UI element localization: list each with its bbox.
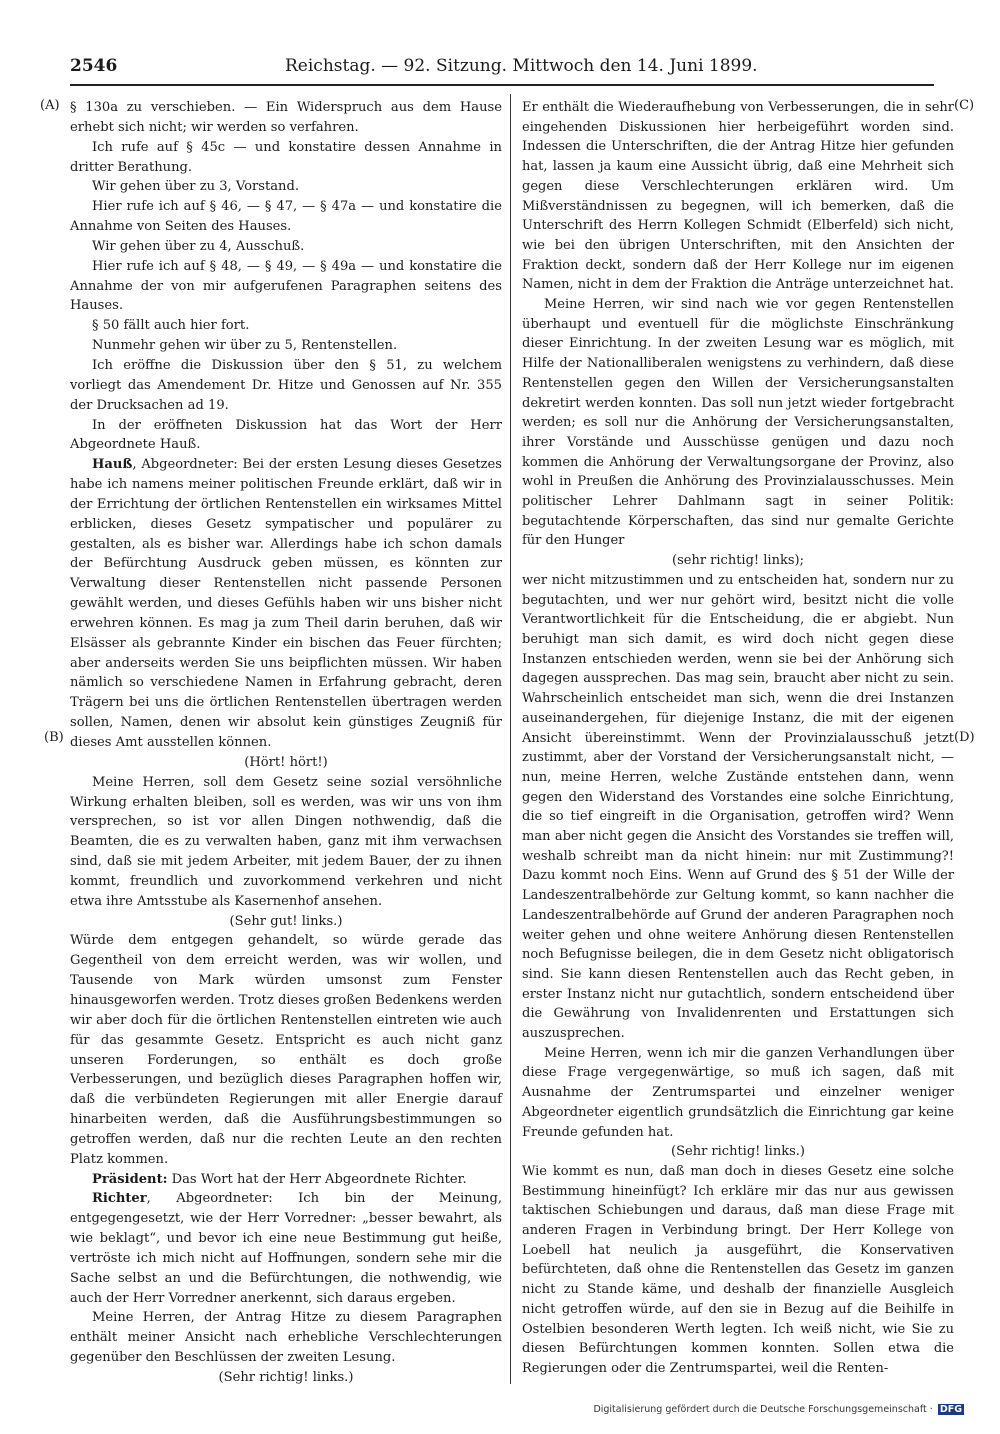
paragraph-text: (Hört! hört!)	[244, 754, 328, 770]
paragraph	[70, 1368, 502, 1388]
paragraph	[70, 177, 502, 197]
paragraph-text: Wir gehen über zu 4, Ausschuß.	[92, 238, 305, 254]
paragraph-text: Meine Herren, soll dem Gesetz seine sozial versöhnliche Wirkung erhalten bleiben, soll es werden, was wir uns von ihm versprechen, so ist vor allen Dingen nothwendig, daß die Beamten, die es zu verwalten haben, ganz mit ihm verwachsen sind, daß sie mit jedem Arbeiter, mit jedem Bauer, der zu ihnen kommt, freundlich und zuvorkommend verkehren und nicht etwa ihre Amtsstube als Kasernenhof ansehen.	[70, 774, 502, 909]
footer-credit	[593, 1404, 964, 1415]
paragraph-text: Das Wort hat der Herr Abgeordnete Richter.	[167, 1171, 467, 1187]
paragraph	[70, 237, 502, 257]
page-header	[70, 54, 932, 78]
paragraph-text: (Sehr richtig! links.)	[218, 1370, 354, 1385]
paragraph-text: (Sehr richtig! links.)	[671, 1144, 805, 1160]
paragraph	[70, 316, 502, 336]
left-column	[70, 98, 502, 1388]
paragraph-text: Er enthält die Wiederaufhebung von Verbesserungen, die in sehr eingehenden Diskussionen hier herbeigeführt worden sind. Indessen die Unterschriften, die der Antrag Hitze hier gefunden hat, lassen ja kaum eine Aussicht übrig, daß eine Mehrheit sich gegen diese Verschlechterungen erklären wird. Um Mißverständnissen zu begegnen, will ich bemerken, daß die Unterschrift des Herrn Kollegen Schmidt (Elberfeld) sich nicht, wie bei den übrigen Unterschriften, mit den Ansichten der Fraktion deckt, sondern daß der Herr Kollege nur im eigenen Namen, nicht in dem der Fraktion die Anträge unterzeichnet hat.	[522, 100, 954, 293]
paragraph	[70, 197, 502, 237]
paragraph	[522, 571, 954, 1044]
margin-mark-b: (B)	[44, 730, 64, 745]
paragraph-text: Ich rufe auf § 45c — und konstatire dessen Annahme in dritter Berathung.	[70, 139, 502, 175]
speaker-name: Hauß	[92, 457, 133, 473]
paragraph	[70, 336, 502, 356]
right-column	[522, 98, 954, 1379]
running-title: Reichstag. — 92. Sitzung. Mittwoch den 14. Juni 1899.	[285, 56, 758, 76]
footer-text: Digitalisierung gefördert durch die Deutsche Forschungsgemeinschaft ·	[593, 1404, 933, 1415]
paragraph	[70, 1189, 502, 1308]
paragraph	[522, 98, 954, 295]
paragraph	[70, 138, 502, 178]
paragraph-text: Ich eröffne die Diskussion über den § 51, zu welchem vorliegt das Amendement Dr. Hitze und Genossen auf Nr. 355 der Drucksachen ad 19.	[70, 357, 502, 413]
paragraph	[70, 455, 502, 753]
paragraph-text: Wie kommt es nun, daß man doch in dieses Gesetz eine solche Bestimmung hineinfügt? Ich erkläre mir das nur aus gewissen taktischen Schiebungen und daraus, daß man diese Frage mit anderen Fragen in Verbindung bringt. Der Herr Kollege von Loebell hat neulich ja ausgeführt, die Konservativen befürchteten, daß ohne die Rentenstellen das Gesetz im ganzen nicht zu Stande käme, und deshalb der finanzielle Ausgleich nicht getroffen würde, auf den sie in Bezug auf die Beihilfe in Ostelbien besonderen Werth legten. Ich weiß nicht, wie Sie zu diesen Befürchtungen kommen konnten. Sollen etwa die Regierungen oder die Zentrumspartei, weil die Renten-	[522, 1163, 954, 1376]
paragraph-text: Hier rufe ich auf § 48, — § 49, — § 49a — und konstatire die Annahme der von mir aufgerufenen Paragraphen seitens des Hauses.	[70, 258, 502, 314]
speaker-name: Richter	[92, 1191, 147, 1207]
paragraph-text: Würde dem entgegen gehandelt, so würde gerade das Gegentheil von dem erreicht werden, was wir wollen, und Tausende von Mark würden umsonst zum Fenster hinausgeworfen werden. Trotz dieses großen Bedenkens werden wir aber doch für die örtlichen Rentenstellen eintreten wie auch für das gesammte Gesetz. Entspricht es auch nicht ganz unseren Forderungen, so enthält es doch große Verbesserungen, und bezüglich dieses Paragraphen hoffen wir, daß die verbündeten Regierungen mit aller Energie darauf hinarbeiten werden, daß die Ausführungsbestimmungen so getroffen werden, daß nur die rechten Leute an den rechten Platz kommen.	[70, 933, 502, 1167]
paragraph-text: Wir gehen über zu 3, Vorstand.	[92, 179, 300, 195]
paragraph	[70, 753, 502, 773]
paragraph-text: § 130a zu verschieben. — Ein Widerspruch aus dem Hause erhebt sich nicht; wir werden so verfahren.	[70, 100, 502, 135]
paragraph-text: § 50 fällt auch hier fort.	[92, 318, 250, 334]
margin-mark-c: (C)	[954, 98, 975, 113]
column-divider	[510, 94, 511, 1384]
paragraph-text: Meine Herren, der Antrag Hitze zu diesem Paragraphen enthält meiner Ansicht nach erhebliche Verschlechterungen gegenüber den Beschlüssen der zweiten Lesung.	[70, 1310, 502, 1366]
paragraph-text: , Abgeordneter: Ich bin der Meinung, entgegengesetzt, wie der Herr Vorredner: „besser bewahrt, als wie beklagt“, und bevor ich eine neue Bestimmung gut heiße, vertröste ich mich nicht auf Hoffnungen, sondern sehe mir die Sache selbst an und die Befürchtungen, die nothwendig, wie auch der Herr Vorredner anerkennt, sich daraus ergeben.	[70, 1191, 502, 1306]
paragraph	[70, 912, 502, 932]
paragraph	[70, 257, 502, 317]
paragraph-text: , Abgeordneter: Bei der ersten Lesung dieses Gesetzes habe ich namens meiner politischen Freunde erklärt, daß wir in der Errichtung der örtlichen Rentenstellen ein wirksames Mittel erblicken, dieses Gesetz sympatischer und populärer zu gestalten, als es bisher war. Allerdings habe ich schon damals der Befürchtung Ausdruck geben müssen, es könnten zur Verwaltung dieser Rentenstellen nicht passende Personen gewählt werden, und dieses Gefühls haben wir uns bisher nicht erwehren können. Es mag ja zum Theil darin beruhen, daß wir Elsässer als gebrannte Kinder ein bischen das Feuer fürchten; aber anderseits werden Sie uns beipflichten müssen. Wir haben nämlich so verschiedene Namen in Erfahrung gebracht, deren Trägern bei uns die örtlichen Rentenstellen übertragen werden sollen, Namen, denen wir absolut kein günstiges Zeugniß für dieses Amt ausstellen können.	[70, 457, 502, 750]
paragraph	[522, 1162, 954, 1379]
header-rule	[70, 84, 934, 86]
paragraph-text: Nunmehr gehen wir über zu 5, Rentenstellen.	[92, 338, 398, 354]
paragraph	[522, 1142, 954, 1162]
margin-mark-a: (A)	[40, 98, 60, 113]
paragraph	[70, 416, 502, 456]
paragraph	[522, 295, 954, 551]
paragraph	[70, 931, 502, 1169]
paragraph-text: (Sehr gut! links.)	[229, 913, 343, 929]
paragraph-text: wer nicht mitzustimmen und zu entscheiden hat, sondern nur zu begutachten, und wer nur gehört wird, besitzt nicht die volle Verantwortlichkeit für die Entscheidung, die er abgiebt. Nun beruhigt man sich damit, es wird doch nicht gegen diese Instanzen entschieden werden, wenn sie bei der Anhörung sich dagegen aussprechen. Das mag sein, braucht aber nicht zu sein. Wahrscheinlich entscheidet man sich, wenn die drei Instanzen auseinandergehen, für diejenige Instanz, die mit der eigenen Ansicht übereinstimmt. Wenn der Provinzialausschuß jetzt zustimmt, aber der Vorstand der Versicherungsanstalt nicht, — nun, meine Herren, welche Zustände entstehen dann, wenn gegen den Widerstand des Vorstandes eine solche Einrichtung, die so tief eingreift in die Organisation, getroffen wird? Wenn man aber nicht gegen die Ansicht des Vorstandes sie treffen will, weshalb schreibt man da nicht hinein: nur mit Zustimmung?! Dazu kommt noch Eins. Wenn auf Grund des § 51 der Wille der Landeszentralbehörde zur Geltung kommt, so kann nachher die Landeszentralbehörde auf Grund der anderen Paragraphen noch weiter gehen und ohne weitere Anhörung diesen Rentenstellen noch Befugnisse beilegen, die in dem Gesetz nicht obligatorisch sind. Sie kann diesen Rentenstellen auch das Recht geben, in erster Instanz nicht nur gutachtlich, sondern entscheidend über die Gewährung von Invalidenrenten und Erstattungen sich auszusprechen.	[522, 572, 954, 1042]
paragraph	[70, 356, 502, 416]
paragraph	[522, 551, 954, 571]
paragraph-text: Meine Herren, wir sind nach wie vor gegen Rentenstellen überhaupt und eventuell für die möglichste Einschränkung dieser Einrichtung. In der zweiten Lesung war es möglich, mit Hilfe der Nationalliberalen wenigstens zu verhindern, daß diese Rentenstellen gegen den Willen der Versicherungsanstalten dekretirt werden konnten. Das soll nun jetzt wieder fortgebracht werden; es soll nur die Anhörung der Versicherungsanstalten, ihrer Vorstände und Ausschüsse genügen und dazu noch kommen die Anhörung der Verwaltungsorgane der Provinz, also wohl in Preußen die Anhörung des Provinzialausschusses. Mein politischer Lehrer Dahlmann sagt in seiner Politik: begutachtende Körperschaften, das sind nur gemalte Gerichte für den Hunger	[522, 297, 954, 549]
paragraph	[70, 98, 502, 138]
paragraph	[70, 773, 502, 912]
margin-mark-d: (D)	[954, 730, 975, 745]
paragraph-text: (sehr richtig! links);	[672, 553, 804, 569]
paragraph-text: In der eröffneten Diskussion hat das Wort der Herr Abgeordnete Hauß.	[70, 417, 502, 453]
paragraph	[70, 1170, 502, 1190]
paragraph-text: Meine Herren, wenn ich mir die ganzen Verhandlungen über diese Frage vergegenwärtige, so muß ich sagen, daß mit Ausnahme der Zentrumspartei und einzelner weniger Abgeordneter eigentlich grundsätzlich die Einrichtung gar keine Freunde gefunden hat.	[522, 1045, 954, 1140]
paragraph	[522, 1044, 954, 1143]
paragraph-text: Hier rufe ich auf § 46, — § 47, — § 47a — und konstatire die Annahme von Seiten des Hauses.	[70, 199, 502, 235]
speaker-name: Präsident:	[92, 1171, 168, 1187]
dfg-logo: DFG	[939, 1404, 962, 1415]
paragraph	[70, 1308, 502, 1368]
page-number: 2546	[70, 56, 118, 76]
